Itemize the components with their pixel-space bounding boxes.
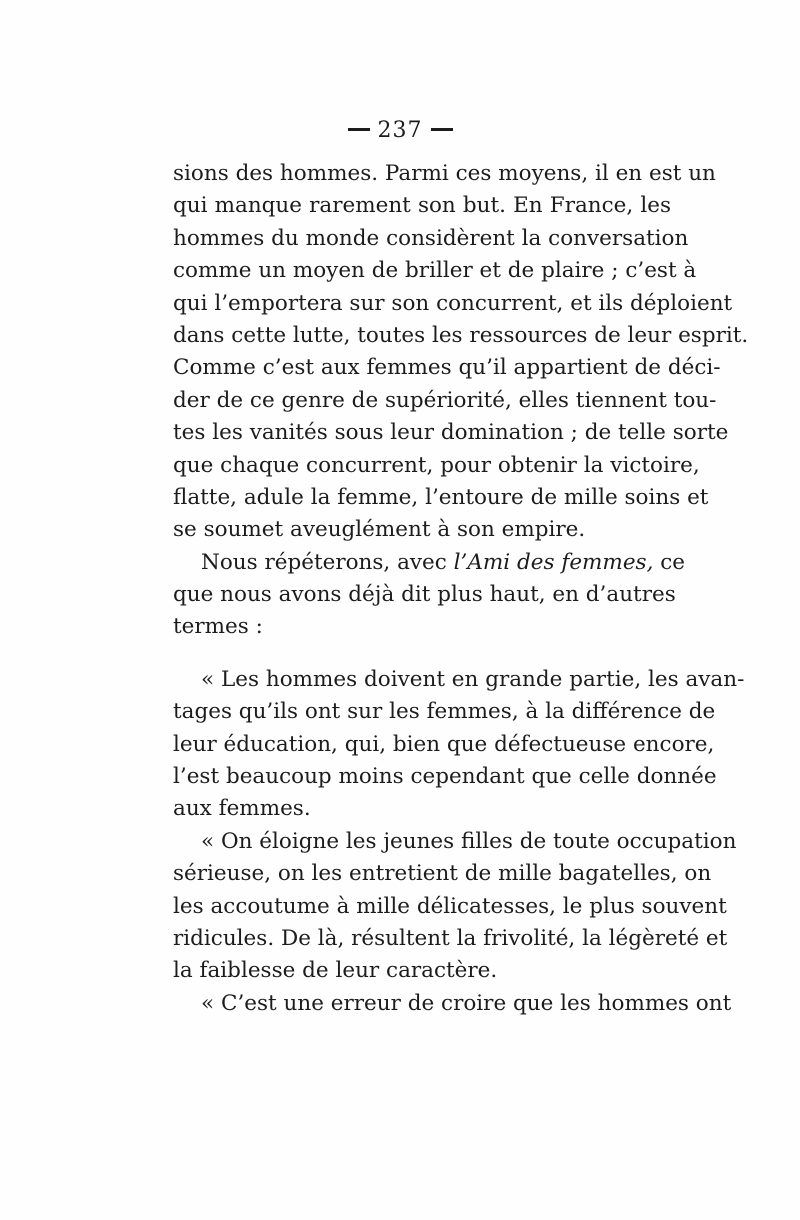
- text-line: Comme c’est aux femmes qu’il appartient de déci-: [173, 355, 721, 381]
- text-line: « Les hommes doivent en grande partie, les avan-: [201, 666, 745, 692]
- text-line: que nous avons déjà dit plus haut, en d’autres: [173, 582, 676, 608]
- quote-paragraph: [173, 988, 732, 1020]
- text-line: la faiblesse de leur caractère.: [173, 958, 498, 984]
- paragraph: [173, 547, 686, 644]
- text-line: termes :: [173, 614, 263, 640]
- quote-paragraph: [173, 826, 737, 988]
- text-line: sions des hommes. Parmi ces moyens, il en est un: [173, 161, 716, 186]
- quote-paragraph: [173, 664, 745, 826]
- text-line: se soumet aveuglément à son empire.: [173, 517, 586, 543]
- text-line: qui manque rarement son but. En France, les: [173, 193, 671, 219]
- paragraph: [173, 158, 749, 352]
- text-line: tes les vanités sous leur domination ; de telle sorte: [173, 420, 729, 446]
- text-line: aux femmes.: [173, 796, 311, 822]
- book-title: l’Ami des femmes,: [453, 549, 654, 575]
- text-run: ce: [653, 549, 686, 575]
- text-line: der de ce genre de supériorité, elles tiennent tou-: [173, 387, 717, 413]
- left-dash: [348, 128, 370, 131]
- right-dash: [431, 128, 453, 131]
- text-line: tages qu’ils ont sur les femmes, à la différence de: [173, 699, 716, 725]
- text-line: comme un moyen de briller et de plaire ; c’est à: [173, 258, 697, 284]
- page-number: [0, 118, 800, 143]
- body-text: [173, 158, 749, 1020]
- text-line: sérieuse, on les entretient de mille bagatelles, on: [173, 861, 712, 887]
- page-number-text: 237: [377, 118, 423, 143]
- text-line: leur éducation, qui, bien que défectueuse encore,: [173, 731, 715, 757]
- paragraph: [173, 352, 729, 546]
- text-line: l’est beaucoup moins cependant que celle donnée: [173, 764, 717, 790]
- paragraph-gap: [173, 644, 671, 664]
- text-run: Nous répéterons, avec: [201, 549, 454, 575]
- text-line: ridicules. De là, résultent la frivolité, la légèreté et: [173, 925, 728, 951]
- text-line: [173, 547, 686, 579]
- text-line: « C’est une erreur de croire que les hommes ont: [201, 990, 732, 1016]
- text-line: flatte, adule la femme, l’entoure de mille soins et: [173, 484, 709, 510]
- text-line: dans cette lutte, toutes les ressources de leur esprit.: [173, 322, 749, 348]
- text-line: les accoutume à mille délicatesses, le plus souvent: [173, 893, 727, 919]
- text-line: que chaque concurrent, pour obtenir la victoire,: [173, 452, 700, 478]
- text-line: hommes du monde considèrent la conversation: [173, 225, 689, 251]
- text-line: « On éloigne les jeunes filles de toute occupation: [201, 828, 737, 854]
- text-line: qui l’emportera sur son concurrent, et ils déploient: [173, 290, 733, 316]
